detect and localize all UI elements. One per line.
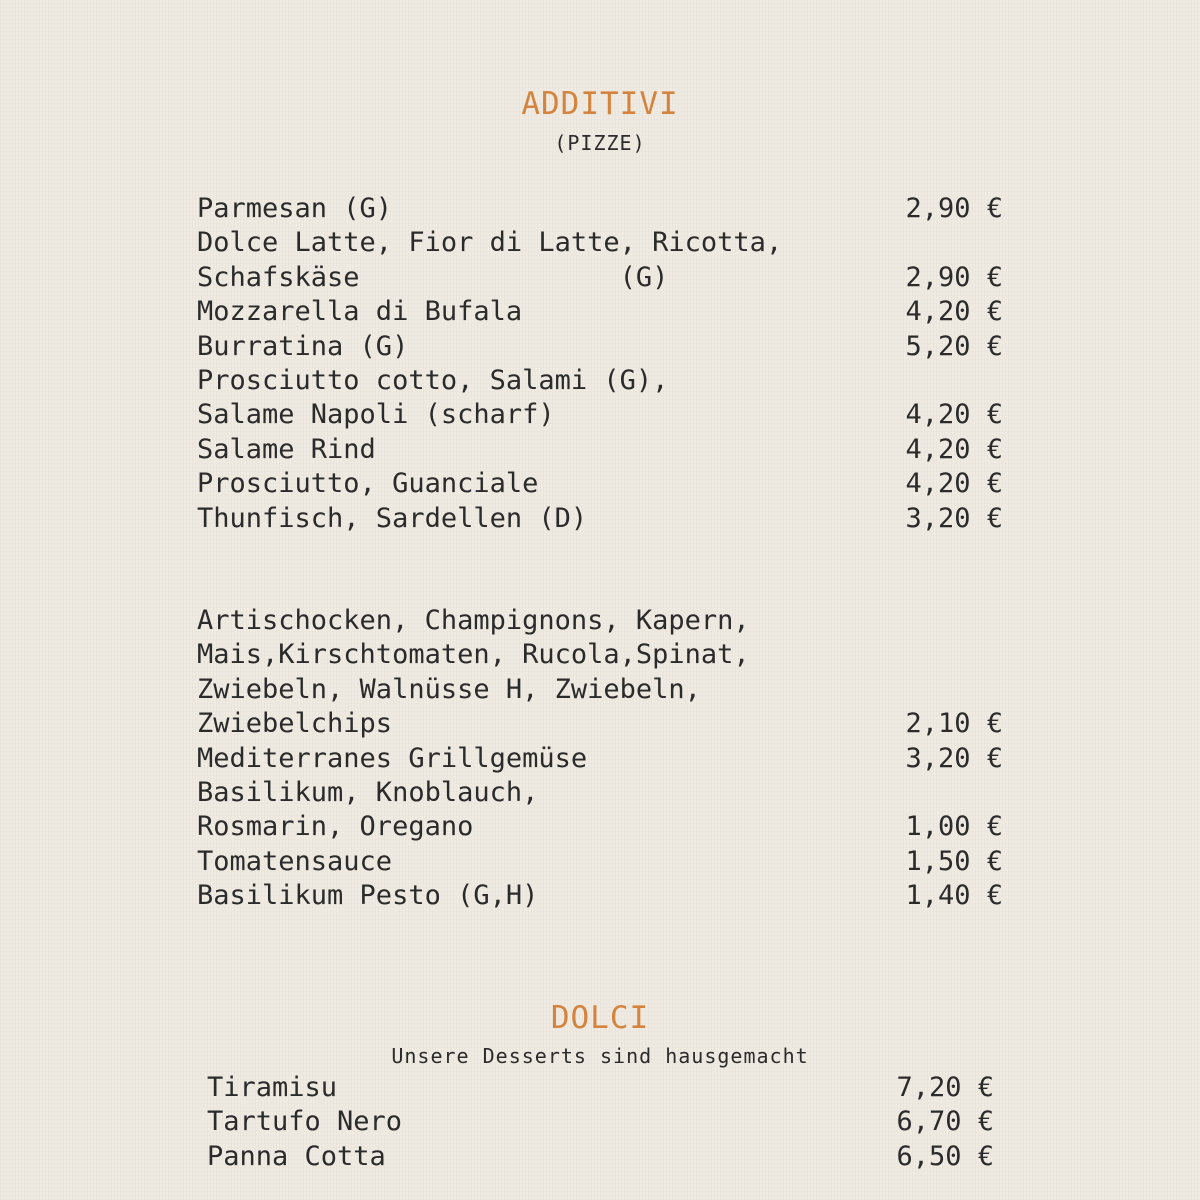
menu-item-name: Artischocken, Champignons, Kapern, (197, 605, 750, 636)
menu-item-name: Rosmarin, Oregano (197, 811, 474, 843)
menu-item-price: 3,20 € (905, 502, 1003, 534)
menu-item-price: 2,90 € (905, 193, 1003, 224)
menu-item-name: Prosciutto cotto, Salami (G), (197, 365, 669, 396)
additivi-subtitle: (PIZZE) (554, 131, 646, 155)
menu-item-name: Basilikum, Knoblauch, (197, 777, 539, 808)
menu-item-price: 4,20 € (905, 433, 1003, 465)
menu-item-price: 1,00 € (905, 811, 1003, 843)
menu-item-name: Tartufo Nero (207, 1106, 403, 1138)
menu-item-name: Schafskäse (G) (197, 261, 669, 293)
menu-item-name: Zwiebelchips (197, 708, 393, 740)
menu-item-name: Salame Rind (197, 433, 376, 465)
menu-item-price: 4,20 € (905, 296, 1003, 328)
menu-item-price: 1,40 € (905, 880, 1003, 912)
menu-item-price: 3,20 € (905, 742, 1003, 774)
menu-item-name: Basilikum Pesto (G,H) (197, 880, 539, 912)
menu-item-name: Tomatensauce (197, 845, 393, 877)
menu-item-name: Thunfisch, Sardellen (D) (197, 502, 588, 534)
menu-item-name: Tiramisu (207, 1072, 338, 1103)
menu-item-name: Mais,Kirschtomaten, Rucola,Spinat, (197, 639, 750, 671)
menu-item-price: 4,20 € (905, 468, 1003, 500)
additivi-title: ADDITIVI (521, 86, 679, 122)
menu-item-name: Zwiebeln, Walnüsse H, Zwiebeln, (197, 673, 701, 705)
menu-item-price: 2,10 € (905, 708, 1003, 740)
menu-item-name: Salame Napoli (scharf) (197, 399, 555, 431)
dolci-subtitle: Unsere Desserts sind hausgemacht (391, 1044, 809, 1068)
menu-item-price: 5,20 € (905, 330, 1003, 362)
menu-item-name: Burratina (G) (197, 330, 409, 362)
menu-item-price: 4,20 € (905, 399, 1003, 431)
dolci-title: DOLCI (550, 1000, 650, 1036)
menu-item-name: Prosciutto, Guanciale (197, 468, 539, 500)
menu-item-name: Mediterranes Grillgemüse (197, 742, 588, 774)
menu-item-price: 1,50 € (905, 845, 1003, 877)
menu-item-name: Mozzarella di Bufala (197, 296, 523, 328)
menu-item-price: 2,90 € (905, 261, 1003, 293)
menu-item-price: 6,50 € (896, 1140, 994, 1172)
menu-item-name: Dolce Latte, Fior di Latte, Ricotta, (197, 227, 783, 259)
menu-item-name: Parmesan (G) (197, 193, 393, 224)
menu-item-price: 7,20 € (896, 1072, 994, 1103)
menu-item-price: 6,70 € (896, 1106, 994, 1138)
menu-item-name: Panna Cotta (207, 1140, 386, 1172)
